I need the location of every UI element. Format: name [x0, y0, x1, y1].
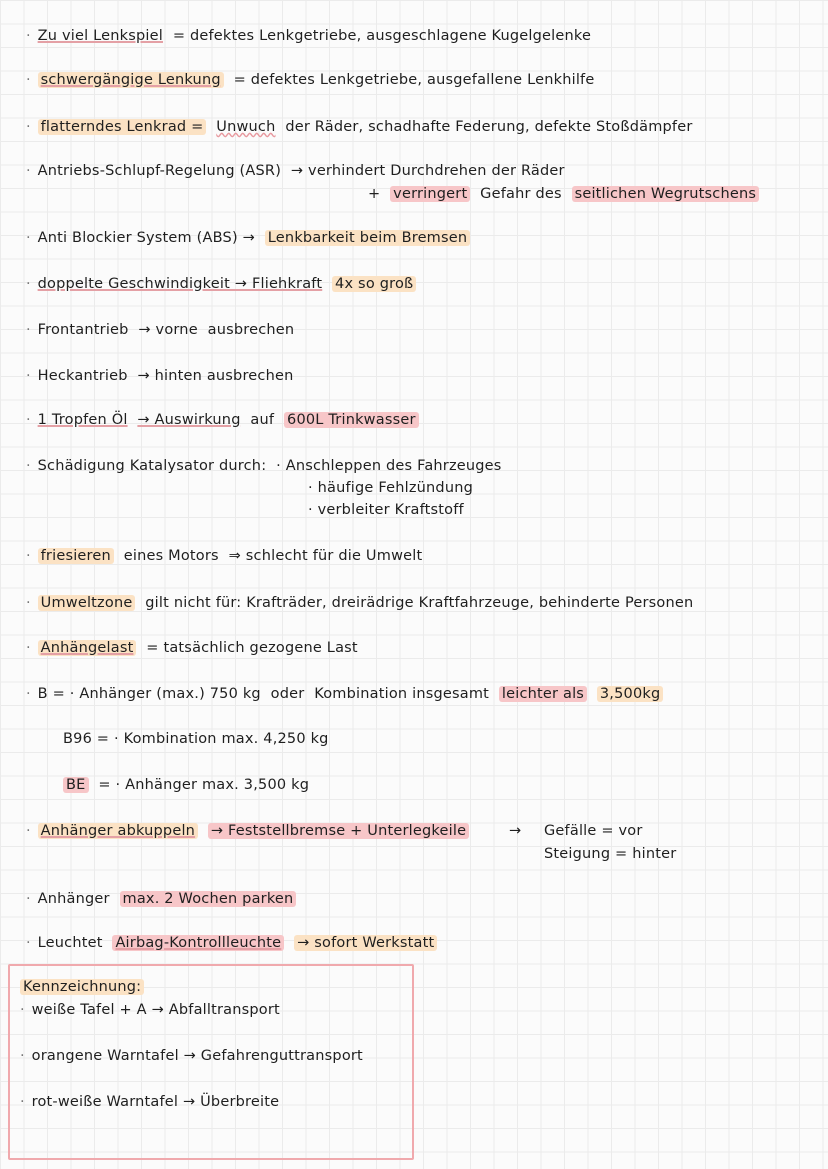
heading: Kennzeichnung:: [20, 979, 144, 995]
term: Anti Blockier System (ABS) →: [37, 230, 255, 246]
plus: +: [368, 186, 381, 202]
term: Antriebs-Schlupf-Regelung (ASR): [37, 163, 282, 179]
list-item: · Anschleppen des Fahrzeuges: [276, 458, 502, 474]
bullet: ·: [26, 686, 31, 702]
term: B = · Anhänger (max.) 750 kg: [37, 686, 261, 702]
term: BE: [63, 777, 89, 793]
keyword: verringert: [390, 186, 470, 202]
term: Schädigung Katalysator durch:: [37, 458, 267, 474]
line-anhaenger-parken: [26, 889, 301, 909]
line-schwergaengige-lenkung: [26, 70, 599, 90]
term: Heckantrieb: [37, 368, 128, 384]
line-friesieren: [26, 546, 427, 566]
list-item: · häufige Fehlzündung: [308, 480, 474, 496]
definition: = · Anhänger max. 3,500 kg: [98, 777, 310, 793]
term: schwergängige Lenkung: [38, 72, 224, 88]
line-klasse-b96: [63, 729, 334, 749]
list-item: rot-weiße Warntafel → Überbreite: [31, 1094, 280, 1110]
definition: ausbrechen: [207, 322, 295, 338]
line-airbag: [26, 933, 442, 953]
bullet: ·: [26, 322, 31, 338]
keyword: leichter als: [499, 686, 587, 702]
line-asr: [26, 161, 570, 181]
arrow: →: [509, 823, 522, 839]
box-item: [20, 1092, 284, 1112]
bullet: ·: [26, 823, 31, 839]
bullet: ·: [26, 412, 31, 428]
line-asr-2: [368, 184, 764, 204]
definition: B96 = · Kombination max. 4,250 kg: [63, 731, 329, 747]
list-item: weiße Tafel + A → Abfalltransport: [31, 1002, 280, 1018]
term: Anhänger: [37, 891, 110, 907]
bullet: ·: [26, 72, 31, 88]
definition: max. 2 Wochen parken: [120, 891, 297, 907]
bullet: ·: [26, 458, 31, 474]
bullet: ·: [26, 163, 31, 179]
term: 1 Tropfen Öl: [37, 412, 128, 428]
term: flatterndes Lenkrad =: [38, 119, 207, 135]
line-katalysator: [26, 456, 507, 476]
list-item: · verbleiter Kraftstoff: [308, 502, 464, 518]
bullet: ·: [26, 595, 31, 611]
definition: = defektes Lenkgetriebe, ausgeschlagene Kugelgelenke: [172, 28, 592, 44]
line-frontantrieb: [26, 320, 299, 340]
bullet: ·: [26, 276, 31, 292]
definition: → sofort Werkstatt: [294, 935, 437, 951]
text: Leuchtet: [37, 935, 103, 951]
line-klasse-b: [26, 684, 668, 704]
term: doppelte Geschwindigkeit → Fliehkraft: [37, 276, 323, 292]
term: friesieren: [38, 548, 114, 564]
bullet: ·: [20, 1048, 25, 1064]
text: Gefälle = vor: [544, 823, 643, 839]
line-abkuppeln: [26, 821, 526, 841]
keyword: seitlichen Wegrutschens: [572, 186, 760, 202]
term: Anhänger abkuppeln: [38, 823, 198, 839]
definition: = tatsächlich gezogene Last: [146, 640, 358, 656]
bullet: ·: [26, 119, 31, 135]
definition: → verhindert Durchdrehen der Räder: [290, 163, 565, 179]
text: oder: [270, 686, 305, 702]
bullet: ·: [26, 230, 31, 246]
line-klasse-be: [63, 775, 314, 795]
value: 600L Trinkwasser: [284, 412, 419, 428]
definition: → Feststellbremse + Unterlegkeile: [208, 823, 469, 839]
value: 4x so groß: [332, 276, 416, 292]
term: Frontantrieb: [37, 322, 129, 338]
line-heckantrieb: [26, 366, 299, 386]
box-item: [20, 1000, 285, 1020]
line-katalysator-2: [308, 478, 478, 498]
text: eines Motors: [123, 548, 219, 564]
box-title: [20, 977, 149, 997]
text: Steigung = hinter: [544, 846, 677, 862]
bullet: ·: [26, 28, 31, 44]
line-anhaengelast: [26, 638, 363, 658]
line-umweltzone: [26, 593, 698, 613]
box-item: [20, 1046, 368, 1066]
keyword: Unwuch: [216, 119, 276, 135]
definition: gilt nicht für: Krafträder, dreirädrige Kraftfahrzeuge, behinderte Personen: [145, 595, 694, 611]
term: Airbag-Kontrollleuchte: [112, 935, 284, 951]
definition: der Räder, schadhafte Federung, defekte Stoßdämpfer: [285, 119, 693, 135]
line-lenkspiel: [26, 26, 596, 46]
definition: → hinten ausbrechen: [137, 368, 294, 384]
bullet: ·: [26, 935, 31, 951]
bullet: ·: [26, 368, 31, 384]
list-item: orangene Warntafel → Gefahrenguttransport: [31, 1048, 363, 1064]
text: Kombination insgesamt: [314, 686, 490, 702]
bullet: ·: [26, 640, 31, 656]
definition: → vorne: [138, 322, 198, 338]
term: Zu viel Lenkspiel: [37, 28, 163, 44]
bullet: ·: [26, 548, 31, 564]
line-abs: [26, 228, 475, 248]
definition: ⇒ schlecht für die Umwelt: [228, 548, 423, 564]
value: 3,500kg: [597, 686, 664, 702]
line-katalysator-3: [308, 500, 469, 520]
bullet: ·: [26, 891, 31, 907]
definition: = defektes Lenkgetriebe, ausgefallene Lenkhilfe: [233, 72, 595, 88]
term: Umweltzone: [38, 595, 136, 611]
text: Gefahr des: [480, 186, 562, 202]
bullet: ·: [20, 1094, 25, 1110]
line-flatterndes-lenkrad: [26, 117, 698, 137]
bullet: ·: [20, 1002, 25, 1018]
definition: Lenkbarkeit beim Bremsen: [265, 230, 471, 246]
term: Anhängelast: [38, 640, 137, 656]
side-note-1: [544, 821, 648, 841]
line-oel: [26, 410, 424, 430]
text: → Auswirkung: [137, 412, 241, 428]
text: auf: [250, 412, 275, 428]
line-geschwindigkeit: [26, 274, 421, 294]
side-note-2: [544, 844, 681, 864]
